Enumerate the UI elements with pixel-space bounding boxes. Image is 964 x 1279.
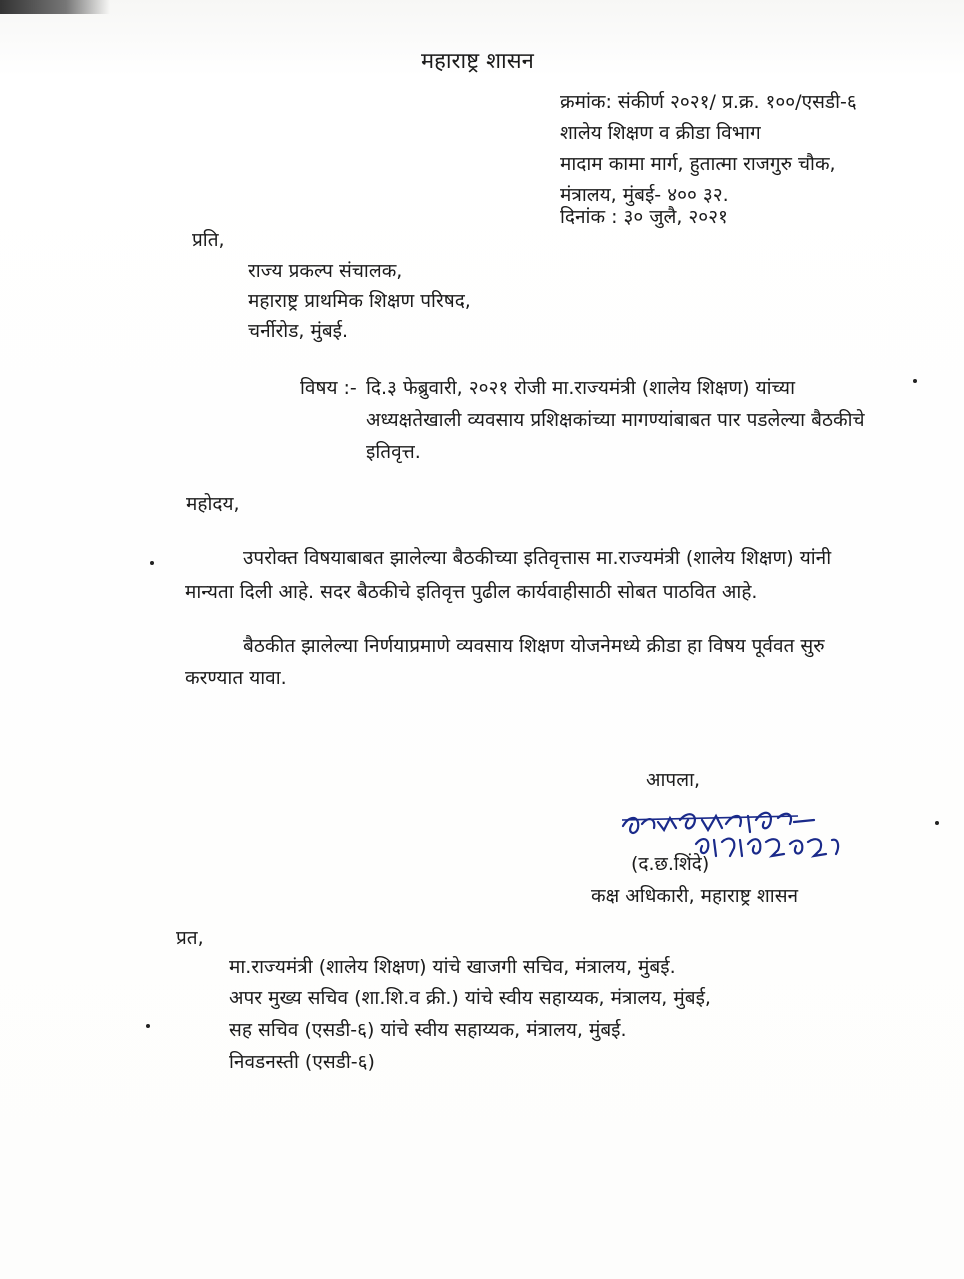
- subject-line: अध्यक्षतेखाली व्यवसाय प्रशिक्षकांच्या मागण्यांबाबत पार पडलेल्या बैठकीचे: [366, 409, 865, 431]
- copy-line: निवडनस्ती (एसडी-६): [229, 1051, 375, 1073]
- subject-line: इतिवृत्त.: [366, 441, 421, 463]
- copy-line: मा.राज्यमंत्री (शालेय शिक्षण) यांचे खाजगी सचिव, मंत्रालय, मुंबई.: [229, 956, 676, 978]
- paragraph-1-line-1: उपरोक्त विषयाबाबत झालेल्या बैठकीच्या इतिवृत्तास मा.राज्यमंत्री (शालेय शिक्षण) यांनी: [243, 547, 832, 569]
- signatory-name: (द.छ.शिंदे): [631, 853, 710, 875]
- subject-text: [366, 372, 916, 468]
- signatory-designation: कक्ष अधिकारी, महाराष्ट्र शासन: [591, 885, 799, 907]
- recipient-prefix: प्रति,: [192, 229, 225, 251]
- subject-line: दि.३ फेब्रुवारी, २०२१ रोजी मा.राज्यमंत्री (शालेय शिक्षण) यांच्या: [366, 377, 796, 399]
- copy-prefix: प्रत,: [176, 927, 204, 949]
- salutation: महोदय,: [186, 493, 240, 515]
- recipient-line: महाराष्ट्र प्राथमिक शिक्षण परिषद,: [248, 290, 471, 312]
- subject-label: विषय :-: [300, 377, 357, 399]
- paragraph-2-line-2: करण्यात यावा.: [185, 667, 287, 689]
- copy-line: सह सचिव (एसडी-६) यांचे स्वीय सहाय्यक, मंत्रालय, मुंबई.: [229, 1019, 627, 1041]
- recipient-line: राज्य प्रकल्प संचालक,: [248, 260, 403, 282]
- address-line-2: मंत्रालय, मुंबई- ४०० ३२.: [560, 184, 729, 206]
- letter-date: दिनांक : ३० जुलै, २०२१: [560, 206, 728, 228]
- closing: आपला,: [646, 769, 701, 791]
- scan-speck: [935, 821, 939, 825]
- paragraph-2-line-1: बैठकीत झालेल्या निर्णयाप्रमाणे व्यवसाय शिक्षण योजनेमध्ये क्रीडा हा विषय पूर्ववत सुरु: [243, 635, 825, 657]
- scan-speck: [150, 561, 154, 565]
- paragraph-1-line-2: मान्यता दिली आहे. सदर बैठकीचे इतिवृत्त पुढील कार्यवाहीसाठी सोबत पाठवित आहे.: [185, 581, 758, 603]
- reference-number: क्रमांक: संकीर्ण २०२१/ प्र.क्र. १००/एसडी-६: [560, 91, 857, 113]
- government-heading: महाराष्ट्र शासन: [421, 49, 534, 74]
- department-name: शालेय शिक्षण व क्रीडा विभाग: [560, 122, 761, 144]
- scan-corner-shadow: [0, 0, 110, 14]
- scan-speck: [146, 1024, 150, 1028]
- recipient-line: चर्नीरोड, मुंबई.: [248, 320, 349, 342]
- scan-speck: [913, 379, 917, 383]
- address-line-1: मादाम कामा मार्ग, हुतात्मा राजगुरु चौक,: [560, 153, 836, 175]
- copy-line: अपर मुख्य सचिव (शा.शि.व क्री.) यांचे स्वीय सहाय्यक, मंत्रालय, मुंबई,: [229, 987, 711, 1009]
